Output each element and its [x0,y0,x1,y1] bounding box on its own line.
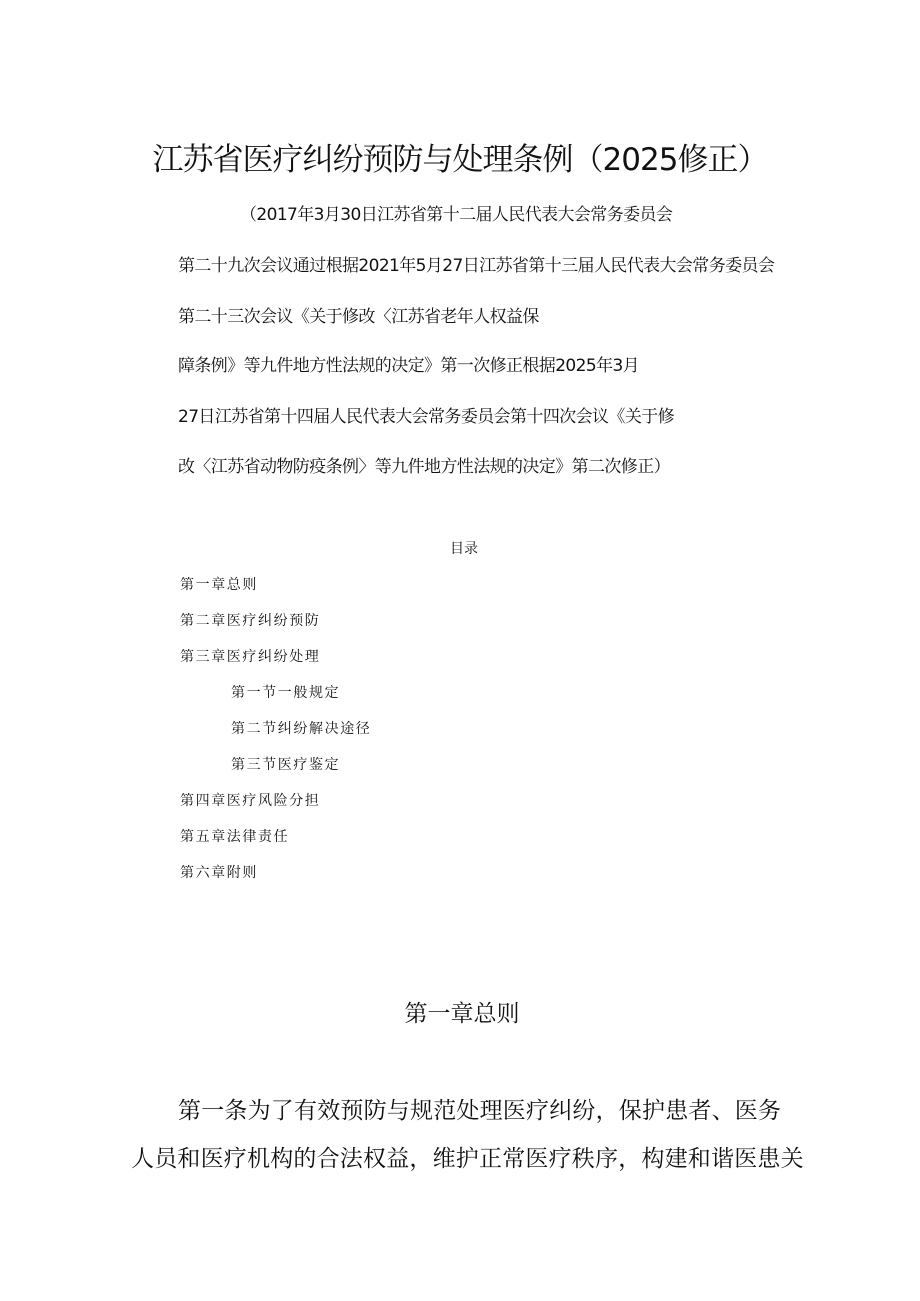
source-note-line: 第二十三次会议《关于修改〈江苏省老年人权益保 [178,307,539,327]
toc-item-section-3: 第三节医疗鉴定 [231,757,341,773]
source-note-line: 改〈江苏省动物防疫条例〉等九件地方性法规的决定》第二次修正） [178,457,670,477]
source-note-line: 27日江苏省第十四届人民代表大会常务委员会第十四次会议《关于修 [178,407,675,427]
source-note-line: （2017年3月30日江苏省第十二届人民代表大会常务委员会 [240,205,673,225]
article-body-line: 第一条为了有效预防与规范处理医疗纠纷，保护患者、医务 [178,1098,782,1124]
toc-item-chapter-3: 第三章医疗纠纷处理 [180,649,321,665]
toc-item-chapter-2: 第二章医疗纠纷预防 [180,613,321,629]
document-title: 江苏省医疗纠纷预防与处理条例（2025修正） [152,142,768,178]
toc-item-section-1: 第一节一般规定 [231,685,341,701]
toc-title: 目录 [450,541,478,557]
toc-item-chapter-4: 第四章医疗风险分担 [180,793,321,809]
chapter-heading: 第一章总则 [404,1001,520,1027]
toc-item-section-2: 第二节纠纷解决途径 [231,721,372,737]
toc-item-chapter-6: 第六章附则 [180,865,258,881]
source-note-line: 障条例》等九件地方性法规的决定》第一次修正根据2025年3月 [178,356,640,376]
article-body-line: 人员和医疗机构的合法权益，维护正常医疗秩序，构建和谐医患关 [131,1146,804,1172]
source-note-line: 第二十九次会议通过根据2021年5月27日江苏省第十三届人民代表大会常务委员会 [178,256,775,276]
toc-item-chapter-5: 第五章法律责任 [180,829,290,845]
toc-item-chapter-1: 第一章总则 [180,577,258,593]
